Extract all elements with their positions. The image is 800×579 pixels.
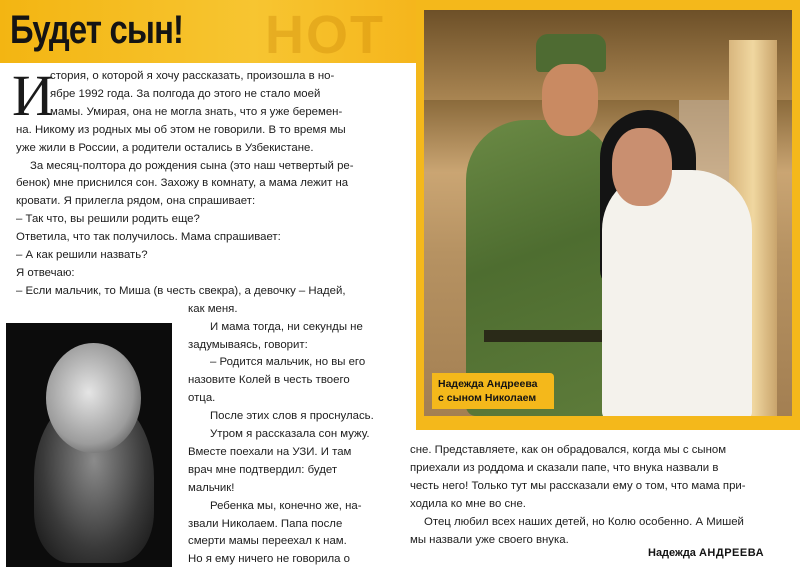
- text-line: как меня.: [188, 302, 238, 315]
- author-last-name: АНДРЕЕВА: [698, 547, 765, 559]
- text-line: После этих слов я проснулась.: [210, 410, 374, 423]
- photo-frame-right: [792, 0, 800, 430]
- text-line: мамы. Умирая, она не могла знать, что я уже беремен-: [50, 105, 343, 118]
- text-line: уже жили в России, а родители остались в Узбекистане.: [16, 141, 314, 154]
- text-line: сне. Представляете, как он обрадовался, когда мы с сыном: [410, 444, 727, 456]
- text-line: мы назвали уже своего внука.: [410, 533, 569, 546]
- dialog-line: – А как решили назвать?: [16, 249, 148, 262]
- main-paragraphs: [16, 158, 408, 301]
- family-photo: [424, 10, 792, 416]
- photo-caption-line2: с сыном Николаем: [438, 392, 537, 404]
- photo-soldier-head: [542, 64, 598, 136]
- text-line: врач мне подтвердил: будет: [188, 463, 338, 476]
- photo-woman-figure: [602, 170, 752, 416]
- narrow-column: [188, 301, 392, 570]
- text-line: Вместе поехали на УЗИ. И там: [188, 445, 352, 458]
- text-line: честь него! Только тут мы рассказали ему о том, что мама при-: [410, 479, 746, 492]
- right-column: [410, 442, 792, 549]
- text-line: звали Николаем. Папа после: [188, 517, 343, 530]
- text-line: ябре 1992 года. За полгода до этого не стало моей: [50, 87, 321, 100]
- intro-paragraph-cont: [16, 122, 408, 158]
- text-line: кровати. Я прилегла рядом, она спрашивает:: [16, 195, 256, 208]
- text-line: отца.: [188, 392, 216, 405]
- photo-soldier-belt: [484, 330, 614, 342]
- intro-paragraph: [50, 68, 408, 122]
- text-line: И мама тогда, ни секунды не: [210, 320, 363, 333]
- author-first-name: Надежда: [648, 547, 696, 559]
- photo-caption-line1: Надежда Андреева: [438, 378, 538, 390]
- text-line: назовите Колей в честь твоего: [188, 374, 350, 387]
- dialog-line: – Если мальчик, то Миша (в честь свекра), а девочку – Надей,: [16, 284, 346, 297]
- text-line: приехали из роддома и сказали папе, что внука назвали в: [410, 461, 719, 474]
- header-band: [0, 0, 424, 63]
- photo-frame-top: [416, 0, 800, 10]
- text-line: смерти мамы переехал к нам.: [188, 535, 347, 548]
- photo-frame-left: [416, 0, 424, 430]
- dialog-line: Ответила, что так получилось. Мама спрашивает:: [16, 231, 281, 244]
- text-line: стория, о которой я хочу рассказать, произошла в но-: [50, 70, 335, 82]
- text-line: Утром я рассказала сон мужу.: [210, 428, 370, 441]
- drop-cap: И: [12, 63, 54, 128]
- baby-photo-infant: [46, 343, 141, 453]
- photo-woman-face: [612, 128, 672, 206]
- article-title: Будет сын!: [10, 8, 184, 52]
- text-line: на. Никому из родных мы об этом не говорили. В то время мы: [16, 123, 346, 136]
- author-signature: [648, 547, 764, 559]
- text-line: ходила ко мне во сне.: [410, 497, 526, 510]
- photo-frame-bottom: [416, 416, 800, 430]
- text-line: Ребенка мы, конечно же, на-: [210, 499, 362, 512]
- text-line: Отец любил всех наших детей, но Колю особенно. А Мишей: [424, 515, 744, 528]
- text-line: За месяц-полтора до рождения сына (это наш четвертый ре-: [30, 159, 354, 172]
- photo-soldier-figure: [466, 120, 616, 416]
- header-ghost-text: HOT: [265, 5, 385, 65]
- photo-caption: [432, 373, 554, 409]
- dialog-line: Я отвечаю:: [16, 266, 75, 279]
- dialog-line: – Так что, вы решили родить еще?: [16, 213, 200, 226]
- text-line: Но я ему ничего не говорила о: [188, 553, 351, 566]
- text-line: мальчик!: [188, 481, 235, 494]
- text-line: – Родится мальчик, но вы его: [210, 356, 366, 369]
- text-line: бенок) мне приснился сон. Захожу в комнату, а мама лежит на: [16, 177, 349, 190]
- text-line: задумываясь, говорит:: [188, 338, 308, 351]
- baby-photo: [6, 323, 172, 567]
